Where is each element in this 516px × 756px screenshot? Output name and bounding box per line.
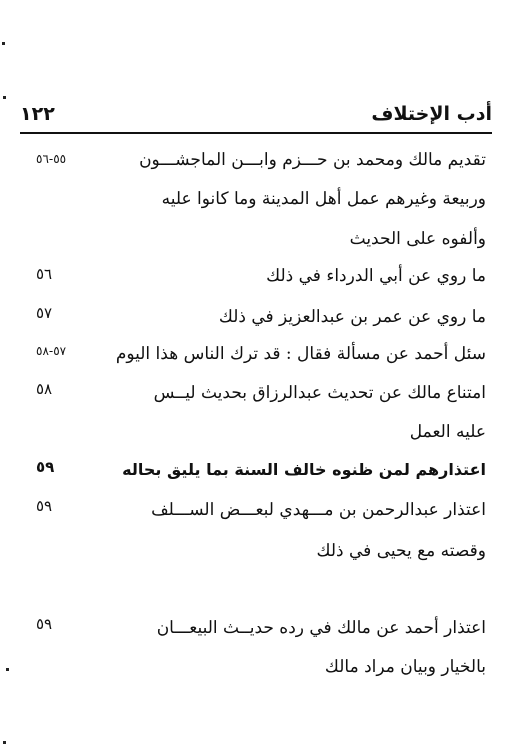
index-entry-line: عليه العمل <box>409 422 486 442</box>
scan-speck <box>3 741 6 744</box>
index-entry-line: اعتذار عبدالرحمن بن مـــهدي لبعـــض الســـلف <box>151 500 486 520</box>
page-number: ١٢٢ <box>20 103 55 125</box>
entry-page-ref: ٥٥-٥٦ <box>36 152 67 166</box>
running-title: أدب الإختلاف <box>371 103 492 125</box>
index-entry-line: وربيعة وغيرهم عمل أهل المدينة وما كانوا عليه <box>161 189 486 209</box>
entry-page-ref: ٥٦ <box>36 265 53 283</box>
index-entry-line: امتناع مالك عن تحديث عبدالرزاق بحديث ليــس <box>153 383 486 403</box>
index-entry-line: تقديم مالك ومحمد بن حـــزم وابـــن الماجشـــون <box>139 150 486 170</box>
index-entry-line: سئل أحمد عن مسألة فقال : قد ترك الناس هذا اليوم <box>115 344 486 364</box>
scan-speck <box>6 668 9 671</box>
scan-speck <box>3 96 6 99</box>
header-rule <box>20 132 492 134</box>
entry-page-ref: ٥٩ <box>36 458 55 476</box>
entry-page-ref: ٥٧-٥٨ <box>36 344 67 358</box>
page-header <box>20 98 492 132</box>
index-entry-line: اعتذار أحمد عن مالك في رده حديــث البيعـــان <box>156 618 486 638</box>
entry-page-ref: ٥٩ <box>36 497 53 515</box>
entry-page-ref: ٥٩ <box>36 615 53 633</box>
entry-page-ref: ٥٨ <box>36 380 53 398</box>
index-entry-line: بالخيار وبيان مراد مالك <box>324 657 486 677</box>
index-entry-line: وألفوه على الحديث <box>349 229 486 249</box>
scan-speck <box>2 42 5 45</box>
entry-page-ref: ٥٧ <box>36 304 53 322</box>
index-entry-line-bold: اعتذارهم لمن ظنوه خالف السنة بما يليق بحاله <box>122 460 486 479</box>
index-entry-line: ما روي عن أبي الدرداء في ذلك <box>266 266 486 286</box>
index-entry-line: ما روي عن عمر بن عبدالعزيز في ذلك <box>218 307 486 327</box>
index-entry-line: وقصته مع يحيى في ذلك <box>316 541 486 561</box>
